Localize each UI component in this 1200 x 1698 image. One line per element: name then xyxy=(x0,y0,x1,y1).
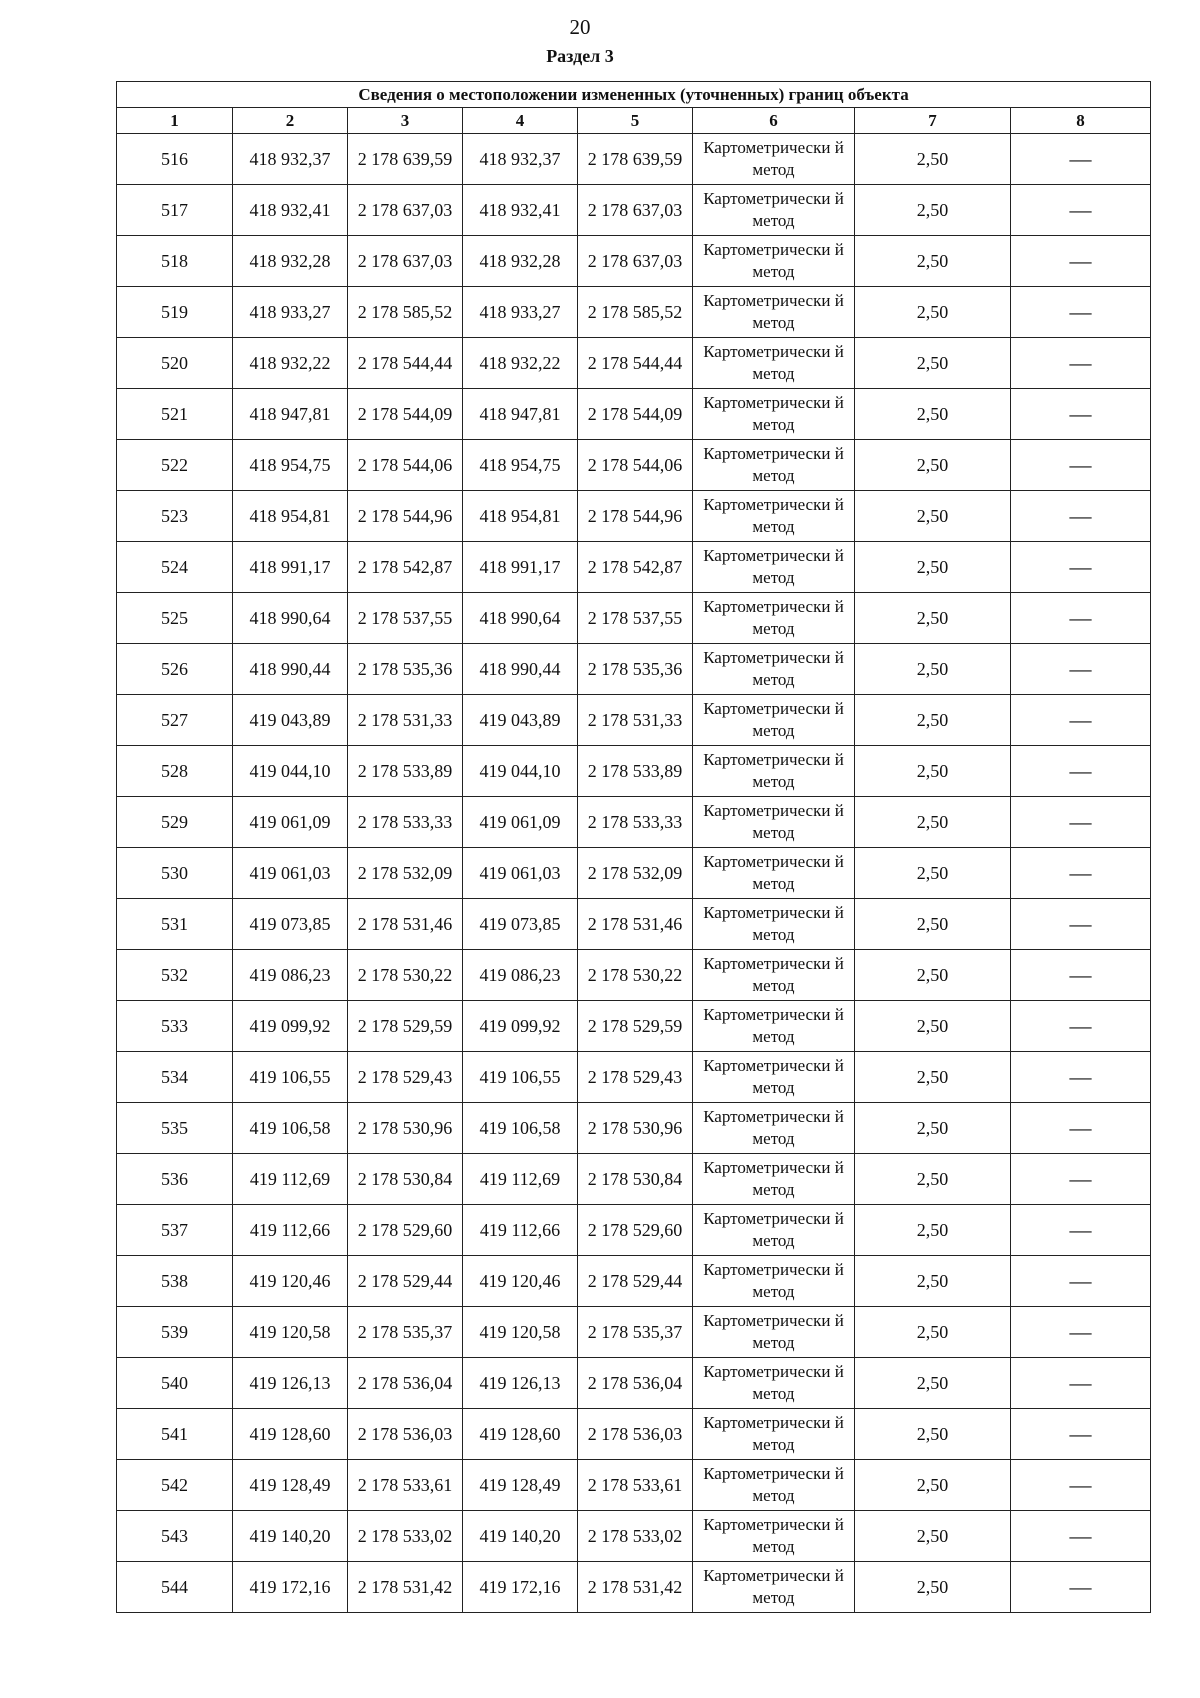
y-new-cell: 2 178 544,06 xyxy=(578,440,693,491)
y-old-cell: 2 178 529,59 xyxy=(348,1001,463,1052)
boundary-coordinates-table xyxy=(116,81,1151,1613)
x-old-cell: 419 106,58 xyxy=(233,1103,348,1154)
point-number-cell: 530 xyxy=(117,848,233,899)
table-row xyxy=(117,440,1151,491)
accuracy-cell: 2,50 xyxy=(855,1052,1011,1103)
y-new-cell: 2 178 532,09 xyxy=(578,848,693,899)
table-row xyxy=(117,389,1151,440)
table-row xyxy=(117,1001,1151,1052)
point-number-cell: 519 xyxy=(117,287,233,338)
y-old-cell: 2 178 531,46 xyxy=(348,899,463,950)
x-old-cell: 419 128,49 xyxy=(233,1460,348,1511)
description-cell: — xyxy=(1011,389,1151,440)
x-new-cell: 419 061,09 xyxy=(463,797,578,848)
description-cell: — xyxy=(1011,848,1151,899)
point-number-cell: 526 xyxy=(117,644,233,695)
x-old-cell: 418 932,28 xyxy=(233,236,348,287)
y-new-cell: 2 178 544,96 xyxy=(578,491,693,542)
table-row xyxy=(117,1562,1151,1613)
y-old-cell: 2 178 535,36 xyxy=(348,644,463,695)
description-cell: — xyxy=(1011,440,1151,491)
point-number-cell: 535 xyxy=(117,1103,233,1154)
y-new-cell: 2 178 585,52 xyxy=(578,287,693,338)
table-row xyxy=(117,695,1151,746)
accuracy-cell: 2,50 xyxy=(855,134,1011,185)
x-new-cell: 419 106,55 xyxy=(463,1052,578,1103)
description-cell: — xyxy=(1011,1001,1151,1052)
table-row xyxy=(117,950,1151,1001)
x-new-cell: 418 990,44 xyxy=(463,644,578,695)
accuracy-cell: 2,50 xyxy=(855,1409,1011,1460)
y-new-cell: 2 178 530,22 xyxy=(578,950,693,1001)
table-row xyxy=(117,644,1151,695)
method-cell: Картометрически й метод xyxy=(693,1460,855,1511)
x-new-cell: 418 932,37 xyxy=(463,134,578,185)
y-old-cell: 2 178 637,03 xyxy=(348,185,463,236)
method-cell: Картометрически й метод xyxy=(693,236,855,287)
method-cell: Картометрически й метод xyxy=(693,1001,855,1052)
x-old-cell: 419 061,09 xyxy=(233,797,348,848)
x-old-cell: 419 120,58 xyxy=(233,1307,348,1358)
x-old-cell: 418 991,17 xyxy=(233,542,348,593)
x-old-cell: 419 044,10 xyxy=(233,746,348,797)
accuracy-cell: 2,50 xyxy=(855,797,1011,848)
accuracy-cell: 2,50 xyxy=(855,695,1011,746)
method-cell: Картометрически й метод xyxy=(693,1256,855,1307)
x-new-cell: 419 128,60 xyxy=(463,1409,578,1460)
x-new-cell: 418 932,28 xyxy=(463,236,578,287)
x-old-cell: 418 932,22 xyxy=(233,338,348,389)
y-new-cell: 2 178 637,03 xyxy=(578,236,693,287)
y-new-cell: 2 178 544,44 xyxy=(578,338,693,389)
description-cell: — xyxy=(1011,1358,1151,1409)
accuracy-cell: 2,50 xyxy=(855,440,1011,491)
table-row xyxy=(117,1052,1151,1103)
x-new-cell: 419 128,49 xyxy=(463,1460,578,1511)
point-number-cell: 516 xyxy=(117,134,233,185)
y-old-cell: 2 178 529,60 xyxy=(348,1205,463,1256)
y-old-cell: 2 178 530,96 xyxy=(348,1103,463,1154)
y-new-cell: 2 178 537,55 xyxy=(578,593,693,644)
column-header: 2 xyxy=(233,108,348,134)
x-new-cell: 419 120,46 xyxy=(463,1256,578,1307)
method-cell: Картометрически й метод xyxy=(693,491,855,542)
point-number-cell: 534 xyxy=(117,1052,233,1103)
column-header: 1 xyxy=(117,108,233,134)
description-cell: — xyxy=(1011,1052,1151,1103)
y-old-cell: 2 178 637,03 xyxy=(348,236,463,287)
accuracy-cell: 2,50 xyxy=(855,1205,1011,1256)
description-cell: — xyxy=(1011,899,1151,950)
y-new-cell: 2 178 529,60 xyxy=(578,1205,693,1256)
table-row xyxy=(117,287,1151,338)
x-new-cell: 419 140,20 xyxy=(463,1511,578,1562)
method-cell: Картометрически й метод xyxy=(693,950,855,1001)
method-cell: Картометрически й метод xyxy=(693,746,855,797)
x-new-cell: 418 954,81 xyxy=(463,491,578,542)
y-old-cell: 2 178 544,96 xyxy=(348,491,463,542)
table-row xyxy=(117,1256,1151,1307)
point-number-cell: 517 xyxy=(117,185,233,236)
accuracy-cell: 2,50 xyxy=(855,746,1011,797)
x-new-cell: 418 991,17 xyxy=(463,542,578,593)
x-old-cell: 419 112,66 xyxy=(233,1205,348,1256)
y-new-cell: 2 178 531,46 xyxy=(578,899,693,950)
x-old-cell: 419 043,89 xyxy=(233,695,348,746)
description-cell: — xyxy=(1011,1307,1151,1358)
x-old-cell: 419 106,55 xyxy=(233,1052,348,1103)
y-new-cell: 2 178 531,42 xyxy=(578,1562,693,1613)
x-new-cell: 419 099,92 xyxy=(463,1001,578,1052)
y-old-cell: 2 178 531,33 xyxy=(348,695,463,746)
point-number-cell: 544 xyxy=(117,1562,233,1613)
column-header: 8 xyxy=(1011,108,1151,134)
method-cell: Картометрически й метод xyxy=(693,1103,855,1154)
y-old-cell: 2 178 533,02 xyxy=(348,1511,463,1562)
accuracy-cell: 2,50 xyxy=(855,185,1011,236)
x-old-cell: 418 947,81 xyxy=(233,389,348,440)
table-row xyxy=(117,1460,1151,1511)
method-cell: Картометрически й метод xyxy=(693,1307,855,1358)
description-cell: — xyxy=(1011,338,1151,389)
y-old-cell: 2 178 544,06 xyxy=(348,440,463,491)
method-cell: Картометрически й метод xyxy=(693,695,855,746)
method-cell: Картометрически й метод xyxy=(693,1052,855,1103)
y-old-cell: 2 178 536,04 xyxy=(348,1358,463,1409)
y-new-cell: 2 178 639,59 xyxy=(578,134,693,185)
description-cell: — xyxy=(1011,1256,1151,1307)
table-row xyxy=(117,236,1151,287)
x-new-cell: 419 172,16 xyxy=(463,1562,578,1613)
accuracy-cell: 2,50 xyxy=(855,1001,1011,1052)
table-row xyxy=(117,899,1151,950)
y-old-cell: 2 178 532,09 xyxy=(348,848,463,899)
accuracy-cell: 2,50 xyxy=(855,644,1011,695)
description-cell: — xyxy=(1011,134,1151,185)
x-new-cell: 418 932,41 xyxy=(463,185,578,236)
method-cell: Картометрически й метод xyxy=(693,1409,855,1460)
accuracy-cell: 2,50 xyxy=(855,1307,1011,1358)
method-cell: Картометрически й метод xyxy=(693,1154,855,1205)
x-old-cell: 419 128,60 xyxy=(233,1409,348,1460)
x-new-cell: 419 126,13 xyxy=(463,1358,578,1409)
accuracy-cell: 2,50 xyxy=(855,950,1011,1001)
description-cell: — xyxy=(1011,695,1151,746)
description-cell: — xyxy=(1011,1511,1151,1562)
method-cell: Картометрически й метод xyxy=(693,287,855,338)
table-row xyxy=(117,134,1151,185)
y-old-cell: 2 178 537,55 xyxy=(348,593,463,644)
accuracy-cell: 2,50 xyxy=(855,287,1011,338)
y-new-cell: 2 178 533,89 xyxy=(578,746,693,797)
point-number-cell: 538 xyxy=(117,1256,233,1307)
point-number-cell: 543 xyxy=(117,1511,233,1562)
method-cell: Картометрически й метод xyxy=(693,185,855,236)
description-cell: — xyxy=(1011,287,1151,338)
table-row xyxy=(117,746,1151,797)
method-cell: Картометрически й метод xyxy=(693,1358,855,1409)
description-cell: — xyxy=(1011,1460,1151,1511)
x-old-cell: 418 933,27 xyxy=(233,287,348,338)
y-old-cell: 2 178 535,37 xyxy=(348,1307,463,1358)
x-new-cell: 419 112,69 xyxy=(463,1154,578,1205)
table-row xyxy=(117,848,1151,899)
y-new-cell: 2 178 533,02 xyxy=(578,1511,693,1562)
x-new-cell: 419 106,58 xyxy=(463,1103,578,1154)
y-new-cell: 2 178 637,03 xyxy=(578,185,693,236)
y-old-cell: 2 178 530,84 xyxy=(348,1154,463,1205)
accuracy-cell: 2,50 xyxy=(855,1358,1011,1409)
y-old-cell: 2 178 531,42 xyxy=(348,1562,463,1613)
table-row xyxy=(117,185,1151,236)
accuracy-cell: 2,50 xyxy=(855,1154,1011,1205)
method-cell: Картометрически й метод xyxy=(693,542,855,593)
x-new-cell: 419 061,03 xyxy=(463,848,578,899)
accuracy-cell: 2,50 xyxy=(855,593,1011,644)
y-new-cell: 2 178 531,33 xyxy=(578,695,693,746)
point-number-cell: 537 xyxy=(117,1205,233,1256)
column-header: 3 xyxy=(348,108,463,134)
point-number-cell: 529 xyxy=(117,797,233,848)
y-old-cell: 2 178 533,61 xyxy=(348,1460,463,1511)
x-old-cell: 419 099,92 xyxy=(233,1001,348,1052)
x-old-cell: 419 126,13 xyxy=(233,1358,348,1409)
description-cell: — xyxy=(1011,797,1151,848)
table-row xyxy=(117,1307,1151,1358)
column-header: 6 xyxy=(693,108,855,134)
page-number: 20 xyxy=(569,15,591,39)
y-new-cell: 2 178 542,87 xyxy=(578,542,693,593)
point-number-cell: 527 xyxy=(117,695,233,746)
section-title: Раздел 3 xyxy=(546,46,614,66)
table-row xyxy=(117,1205,1151,1256)
method-cell: Картометрически й метод xyxy=(693,440,855,491)
accuracy-cell: 2,50 xyxy=(855,1256,1011,1307)
table-header-row xyxy=(117,108,1151,134)
x-new-cell: 418 932,22 xyxy=(463,338,578,389)
point-number-cell: 525 xyxy=(117,593,233,644)
point-number-cell: 528 xyxy=(117,746,233,797)
accuracy-cell: 2,50 xyxy=(855,236,1011,287)
y-old-cell: 2 178 530,22 xyxy=(348,950,463,1001)
method-cell: Картометрически й метод xyxy=(693,848,855,899)
column-header: 7 xyxy=(855,108,1011,134)
x-old-cell: 419 120,46 xyxy=(233,1256,348,1307)
description-cell: — xyxy=(1011,185,1151,236)
point-number-cell: 521 xyxy=(117,389,233,440)
x-new-cell: 419 073,85 xyxy=(463,899,578,950)
table-row xyxy=(117,491,1151,542)
y-new-cell: 2 178 535,37 xyxy=(578,1307,693,1358)
accuracy-cell: 2,50 xyxy=(855,848,1011,899)
y-old-cell: 2 178 533,33 xyxy=(348,797,463,848)
table-row xyxy=(117,1154,1151,1205)
description-cell: — xyxy=(1011,1409,1151,1460)
table-row xyxy=(117,338,1151,389)
accuracy-cell: 2,50 xyxy=(855,899,1011,950)
description-cell: — xyxy=(1011,593,1151,644)
method-cell: Картометрически й метод xyxy=(693,899,855,950)
y-old-cell: 2 178 544,09 xyxy=(348,389,463,440)
table-row xyxy=(117,1103,1151,1154)
y-new-cell: 2 178 536,04 xyxy=(578,1358,693,1409)
y-old-cell: 2 178 544,44 xyxy=(348,338,463,389)
y-old-cell: 2 178 529,44 xyxy=(348,1256,463,1307)
column-header: 5 xyxy=(578,108,693,134)
method-cell: Картометрически й метод xyxy=(693,1562,855,1613)
description-cell: — xyxy=(1011,1154,1151,1205)
method-cell: Картометрически й метод xyxy=(693,797,855,848)
x-new-cell: 419 043,89 xyxy=(463,695,578,746)
y-new-cell: 2 178 530,84 xyxy=(578,1154,693,1205)
x-old-cell: 419 140,20 xyxy=(233,1511,348,1562)
point-number-cell: 542 xyxy=(117,1460,233,1511)
accuracy-cell: 2,50 xyxy=(855,338,1011,389)
y-old-cell: 2 178 536,03 xyxy=(348,1409,463,1460)
accuracy-cell: 2,50 xyxy=(855,1511,1011,1562)
y-new-cell: 2 178 533,33 xyxy=(578,797,693,848)
point-number-cell: 524 xyxy=(117,542,233,593)
point-number-cell: 520 xyxy=(117,338,233,389)
method-cell: Картометрически й метод xyxy=(693,644,855,695)
y-new-cell: 2 178 544,09 xyxy=(578,389,693,440)
accuracy-cell: 2,50 xyxy=(855,542,1011,593)
y-new-cell: 2 178 535,36 xyxy=(578,644,693,695)
x-old-cell: 419 061,03 xyxy=(233,848,348,899)
y-new-cell: 2 178 530,96 xyxy=(578,1103,693,1154)
x-old-cell: 418 990,44 xyxy=(233,644,348,695)
y-new-cell: 2 178 529,43 xyxy=(578,1052,693,1103)
table-row xyxy=(117,542,1151,593)
method-cell: Картометрически й метод xyxy=(693,1205,855,1256)
method-cell: Картометрически й метод xyxy=(693,134,855,185)
table-row xyxy=(117,797,1151,848)
y-new-cell: 2 178 536,03 xyxy=(578,1409,693,1460)
x-new-cell: 418 933,27 xyxy=(463,287,578,338)
x-new-cell: 418 947,81 xyxy=(463,389,578,440)
y-old-cell: 2 178 639,59 xyxy=(348,134,463,185)
point-number-cell: 533 xyxy=(117,1001,233,1052)
x-old-cell: 418 954,81 xyxy=(233,491,348,542)
x-new-cell: 418 990,64 xyxy=(463,593,578,644)
method-cell: Картометрически й метод xyxy=(693,593,855,644)
x-old-cell: 419 172,16 xyxy=(233,1562,348,1613)
table-row xyxy=(117,1358,1151,1409)
description-cell: — xyxy=(1011,644,1151,695)
method-cell: Картометрически й метод xyxy=(693,389,855,440)
x-old-cell: 418 954,75 xyxy=(233,440,348,491)
table-caption: Сведения о местоположении измененных (уточненных) границ объекта xyxy=(117,82,1151,108)
table-row xyxy=(117,1511,1151,1562)
x-new-cell: 418 954,75 xyxy=(463,440,578,491)
description-cell: — xyxy=(1011,236,1151,287)
column-header: 4 xyxy=(463,108,578,134)
point-number-cell: 523 xyxy=(117,491,233,542)
y-old-cell: 2 178 542,87 xyxy=(348,542,463,593)
y-old-cell: 2 178 585,52 xyxy=(348,287,463,338)
x-new-cell: 419 120,58 xyxy=(463,1307,578,1358)
x-old-cell: 419 086,23 xyxy=(233,950,348,1001)
description-cell: — xyxy=(1011,746,1151,797)
x-new-cell: 419 086,23 xyxy=(463,950,578,1001)
table-caption-row xyxy=(117,82,1151,108)
description-cell: — xyxy=(1011,1205,1151,1256)
accuracy-cell: 2,50 xyxy=(855,1103,1011,1154)
description-cell: — xyxy=(1011,950,1151,1001)
description-cell: — xyxy=(1011,542,1151,593)
y-old-cell: 2 178 533,89 xyxy=(348,746,463,797)
x-old-cell: 418 932,41 xyxy=(233,185,348,236)
y-old-cell: 2 178 529,43 xyxy=(348,1052,463,1103)
method-cell: Картометрически й метод xyxy=(693,338,855,389)
x-old-cell: 419 112,69 xyxy=(233,1154,348,1205)
description-cell: — xyxy=(1011,491,1151,542)
table-row xyxy=(117,593,1151,644)
y-new-cell: 2 178 529,44 xyxy=(578,1256,693,1307)
x-new-cell: 419 044,10 xyxy=(463,746,578,797)
description-cell: — xyxy=(1011,1562,1151,1613)
x-old-cell: 419 073,85 xyxy=(233,899,348,950)
point-number-cell: 540 xyxy=(117,1358,233,1409)
accuracy-cell: 2,50 xyxy=(855,389,1011,440)
point-number-cell: 522 xyxy=(117,440,233,491)
point-number-cell: 541 xyxy=(117,1409,233,1460)
accuracy-cell: 2,50 xyxy=(855,1460,1011,1511)
point-number-cell: 536 xyxy=(117,1154,233,1205)
x-old-cell: 418 932,37 xyxy=(233,134,348,185)
accuracy-cell: 2,50 xyxy=(855,1562,1011,1613)
accuracy-cell: 2,50 xyxy=(855,491,1011,542)
point-number-cell: 518 xyxy=(117,236,233,287)
method-cell: Картометрически й метод xyxy=(693,1511,855,1562)
y-new-cell: 2 178 529,59 xyxy=(578,1001,693,1052)
point-number-cell: 532 xyxy=(117,950,233,1001)
y-new-cell: 2 178 533,61 xyxy=(578,1460,693,1511)
description-cell: — xyxy=(1011,1103,1151,1154)
x-old-cell: 418 990,64 xyxy=(233,593,348,644)
point-number-cell: 531 xyxy=(117,899,233,950)
table-body xyxy=(117,82,1151,1613)
table-row xyxy=(117,1409,1151,1460)
point-number-cell: 539 xyxy=(117,1307,233,1358)
x-new-cell: 419 112,66 xyxy=(463,1205,578,1256)
